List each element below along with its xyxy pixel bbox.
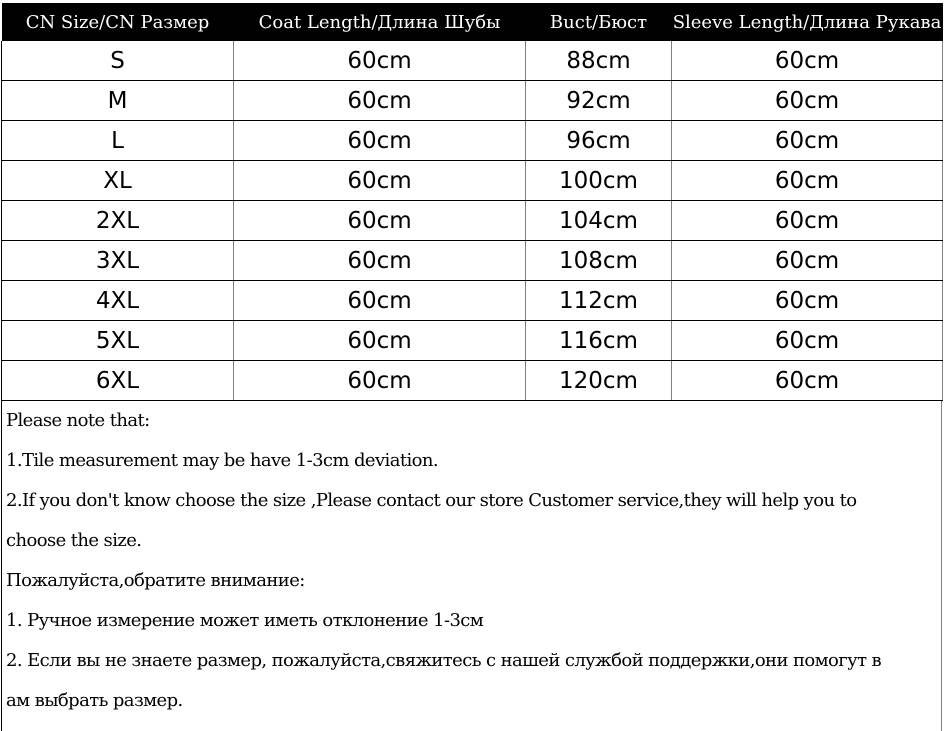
size-cell: XL [2,161,234,201]
note-en-1: 1.Tile measurement may be have 1-3cm deviation. [6,450,438,471]
table-row [2,81,943,121]
bust-cell: 120cm [526,361,672,401]
size-cell: 4XL [2,281,234,321]
coat-length-cell: 60cm [234,81,526,121]
table-row [2,201,943,241]
coat-length-cell: 60cm [234,281,526,321]
size-cell: S [2,41,234,81]
bust-cell: 88cm [526,41,672,81]
size-cell: 5XL [2,321,234,361]
size-cell: 3XL [2,241,234,281]
size-cell: 6XL [2,361,234,401]
size-cell: M [2,81,234,121]
coat-length-cell: 60cm [234,161,526,201]
size-table [1,3,943,401]
notes-section [1,401,942,731]
note-ru-1: 1. Ручное измерение может иметь отклонение 1-3см [6,610,484,631]
header-sleeve-length: Sleeve Length/Длина Рукава [672,3,943,41]
table-row [2,321,943,361]
notes-heading-ru: Пожалуйста,обратите внимание: [6,570,305,591]
sleeve-length-cell: 60cm [672,81,943,121]
sleeve-length-cell: 60cm [672,201,943,241]
table-row [2,41,943,81]
notes-heading-en: Please note that: [6,410,150,431]
size-chart [1,3,942,731]
sleeve-length-cell: 60cm [672,241,943,281]
bust-cell: 104cm [526,201,672,241]
note-en-2-cont: choose the size. [6,530,142,551]
bust-cell: 100cm [526,161,672,201]
sleeve-length-cell: 60cm [672,41,943,81]
sleeve-length-cell: 60cm [672,161,943,201]
note-en-2: 2.If you don't know choose the size ,Please contact our store Customer service,they will help you to [6,490,857,511]
coat-length-cell: 60cm [234,361,526,401]
note-ru-2-cont: ам выбрать размер. [6,690,183,711]
note-ru-2: 2. Если вы не знаете размер, пожалуйста,свяжитесь с нашей службой поддержки,они помогут в [6,650,882,671]
table-header-row [2,3,943,41]
bust-cell: 108cm [526,241,672,281]
size-cell: 2XL [2,201,234,241]
table-row [2,361,943,401]
sleeve-length-cell: 60cm [672,281,943,321]
header-bust: Buct/Бюст [526,3,672,41]
bust-cell: 112cm [526,281,672,321]
bust-cell: 92cm [526,81,672,121]
sleeve-length-cell: 60cm [672,121,943,161]
sleeve-length-cell: 60cm [672,361,943,401]
coat-length-cell: 60cm [234,41,526,81]
coat-length-cell: 60cm [234,201,526,241]
header-coat-length: Coat Length/Длина Шубы [234,3,526,41]
header-cn-size: CN Size/CN Размер [2,3,234,41]
bust-cell: 96cm [526,121,672,161]
bust-cell: 116cm [526,321,672,361]
table-row [2,161,943,201]
coat-length-cell: 60cm [234,121,526,161]
table-row [2,241,943,281]
table-row [2,121,943,161]
coat-length-cell: 60cm [234,321,526,361]
table-row [2,281,943,321]
size-cell: L [2,121,234,161]
coat-length-cell: 60cm [234,241,526,281]
sleeve-length-cell: 60cm [672,321,943,361]
